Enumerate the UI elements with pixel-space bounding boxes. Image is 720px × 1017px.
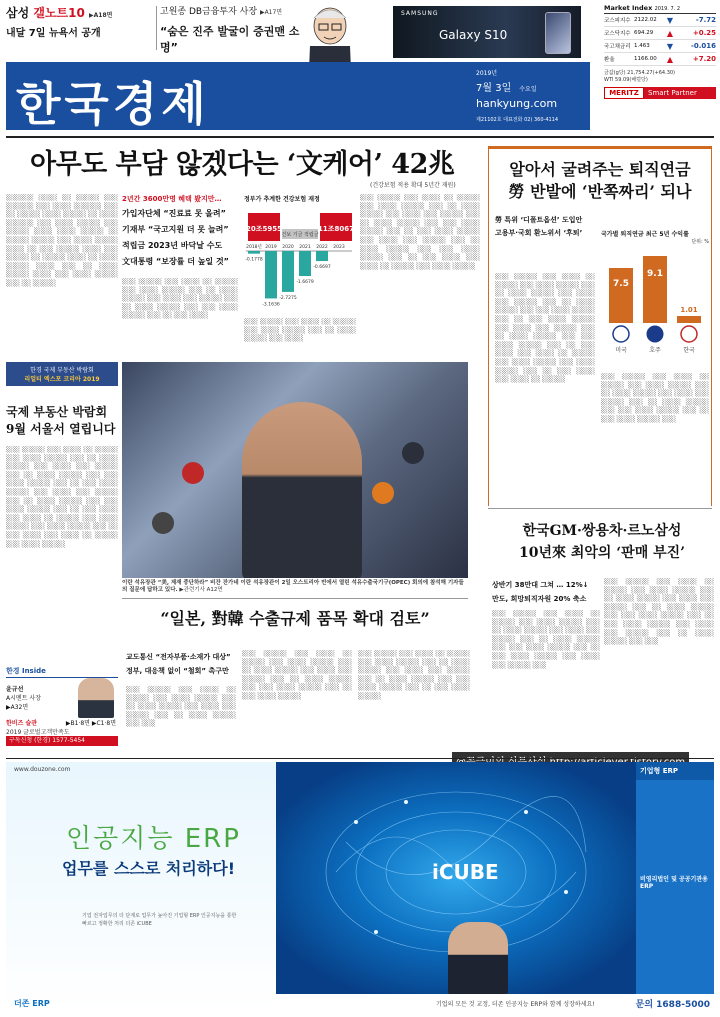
chart-label-end: 11조8067 bbox=[318, 225, 354, 233]
chart-tick-label: 2018년 bbox=[246, 245, 262, 250]
article-body: ░░░ ░░░░░ ░░░ ░░░░ ░░ ░░░░░ ░░░ ░░░░ ░░░░░ ░░░ ░░ ░░░░ ░░░░░ ░░░ ░░░░ ░░░ ░░░░░ ░░░ ░░ ░░░░ ░░░░░ ░░░ ░░░ ░░░░ ░░░░░ ░░░ ░░ ░░░ ░░░░ ░░░░░ ░░░ ░░░░ ░░░ ░░░░░ ░░░ bbox=[492, 610, 600, 669]
pension-country-kr: 한국 bbox=[683, 347, 695, 354]
chart-data-label: -0.1778 bbox=[245, 257, 263, 263]
sub-line: 기재부 “국고지원 더 못 늘려” bbox=[122, 225, 229, 234]
chart-tick-label: 2023 bbox=[333, 245, 345, 250]
chart-title: 정부가 추계한 건강보험 재정 bbox=[244, 196, 320, 203]
article-body: ░░░ ░░░░░ ░░░ ░░░░ ░░ ░░░░░ ░░░ ░░░░ ░░░░░ ░░░ ░░ ░░░░ ░░░░░ ░░░ ░░░░ ░░░ ░░░░░ ░░░ ░░ ░░░░ ░░░░░ ░░░ ░░░ ░░░░ ░░░░░ ░░░ ░░ ░░░ ░░░░ ░░░░░ bbox=[242, 650, 352, 700]
promo-highlight: 갤노트10 bbox=[33, 6, 85, 20]
flag-kr-icon bbox=[681, 326, 697, 342]
pension-bar-us bbox=[609, 268, 633, 323]
chart-data-label: -2.7275 bbox=[279, 295, 297, 301]
article-body: ░░░ ░░░░░ ░░░ ░░░░ ░░ ░░░░░ ░░░ ░░░░ ░░░░░ ░░░ ░░ ░░░░ ░░░░░ ░░░ ░░░░ bbox=[244, 318, 356, 343]
chart-label-start: 20조5955 bbox=[246, 225, 282, 233]
gm-headline[interactable]: 한국GM·쌍용차·르노삼성 10년來 최악의 ‘판매 부진’ bbox=[518, 523, 686, 561]
headline-subtitle: (건강보험 적용 확대 5년간 재원) bbox=[370, 182, 456, 189]
market-index-panel: Market Index 2019. 7. 2 코스피지수 2122.02 ▼ -7.72 코스닥지수 694.29 ▲ +0.25 국고채금리 1.463 ▼ -0.016 환율 1166.00 ▲ +7.20 금값(g당) 21,754.27(+64.30) WTI 59.09(배럴당) MERITZ Smart Partner bbox=[604, 4, 716, 97]
page-ref: ▶A17면 bbox=[259, 9, 283, 16]
pension-val-us: 7.5 bbox=[613, 279, 629, 289]
microphone-icon bbox=[402, 442, 424, 464]
chart-tick-label: 2021 bbox=[299, 245, 311, 250]
issue-info: 제21102호 대표전화 02) 360-4114 bbox=[476, 117, 559, 123]
article-body: ░░░ ░░░░░ ░░░ ░░░░ ░░ ░░░░░ ░░░ ░░░░ ░░░░░ ░░░ ░░ ░░░░ ░░░░░ ░░░ ░░░░ ░░░ ░░░░░ ░░░ ░░ ░░░░ ░░░░░ ░░░ ░░░ ░░░░ ░░░░░ ░░░ ░░ ░░░ ░░░░ ░░░░░ ░░░ ░░░░ ░░░ ░░░░░ ░░░ ░░ ░░░░ ░░░░░ ░░░ ░░░ ░░░░ ░░░░░ ░░░ ░░ ░░░ ░░░░ ░░░ ░░░░ ░░ ░░░░░ ░░░ ░░░░ ░░░░░ ░░░ ░░░░ ░░░░░ ░░░ ░░ ░░░ ░░░░ ░░░ ░░░░ ░░ ░░░░░ bbox=[495, 273, 595, 384]
up-arrow-icon: ▲ bbox=[666, 54, 674, 64]
page-refs: ▶B1·8면 ▶C1·8면 bbox=[65, 720, 116, 727]
up-arrow-icon: ▲ bbox=[666, 28, 674, 38]
pension-bar-kr bbox=[677, 316, 701, 323]
pension-headline: 알아서 굴려주는 퇴직연금 勞 반발에 ‘반쪽짜리’ 되나 bbox=[508, 160, 692, 201]
pension-val-kr: 1.01 bbox=[680, 306, 698, 314]
ad-bottom-bar bbox=[276, 994, 714, 1012]
ad-brain-visual bbox=[276, 762, 636, 994]
promo-text: 고원종 DB금융투자 사장 bbox=[160, 7, 258, 17]
chart-bar bbox=[248, 251, 260, 254]
market-row: 환율 1166.00 ▲ +7.20 bbox=[604, 53, 716, 66]
article-body-lead: ░░░░░░ ░░░░ ░░ ░░░░░ ░░░ ░░░░░░ ░░░ ░░░░ ░░░░░░ ░░░ ░░ ░░░░░ ░░░░ ░░░░░ ░░ ░░░░ ░░░░░░ ░░░ ░░░░ ░░░░░ ░░░ ░░░░░ ░░░░ ░░░░ ░░░░░ ░░ ░░░░░ ░░░░░ ░░░ ░░░░ ░░░░░ ░░░░ ░░ ░░░ ░░░░░ ░░░░ ░░░ ░░░░░ ░░ ░░░░░ ░░░░ ░░ ░░░░ ░░░░░ ░░░░ ░░░ ░░ ░░░░ ░░░░░ ░░░░ ░░░ ░░░░ ░░░░░ ░░░ ░░ ░░░░░ bbox=[6, 194, 118, 287]
chart-data-label: -1.6679 bbox=[296, 280, 314, 286]
chart-svg bbox=[244, 203, 354, 313]
pension-country-au: 호주 bbox=[649, 347, 661, 354]
market-row: 국고채금리 1.463 ▼ -0.016 bbox=[604, 40, 716, 53]
chart-bar bbox=[299, 251, 311, 276]
meritz-logo: MERITZ bbox=[604, 87, 644, 99]
sub-kicker: 2년간 3600만명 혜택 봤지만… bbox=[122, 195, 222, 203]
pension-kicker: 勞 특위 ‘디폴트옵션’ 도입안 고용부·국회 환노위서 ‘후퇴’ bbox=[495, 216, 583, 237]
promo-subline: 내달 7일 뉴욕서 공개 bbox=[6, 28, 101, 39]
phone-illustration bbox=[545, 12, 571, 54]
newspaper-logo[interactable]: 한국경제 bbox=[16, 77, 210, 131]
article-body: ░░░ ░░░░░ ░░░ ░░░░ ░░ ░░░░░ ░░░ ░░░░ ░░░░░ ░░░ ░░ ░░░░ ░░░░░ ░░░ ░░░░ ░░░ ░░░░░ ░░░ ░░ ░░░░ ░░░░░ ░░░ ░░░ ░░░░ ░░░░░ ░░░ ░░ ░░░ ░░░░ bbox=[122, 278, 238, 320]
inside-tag: 한경 Inside bbox=[6, 666, 118, 678]
page-ref: ▶A18면 bbox=[89, 12, 113, 19]
article-body: ░░░ ░░░░░ ░░░ ░░░░ ░░ ░░░░░ ░░░ ░░░░ ░░░░░ ░░░ ░░ ░░░░ ░░░░░ ░░░ ░░░░ ░░░ ░░░░░ ░░░ ░░ ░░░░ ░░░░░ ░░░ ░░░ ░░░░ ░░░░░ ░░░ ░░ ░░░ ░░░░ ░░░░░ bbox=[358, 650, 470, 700]
chart-data-label: -3.1636 bbox=[262, 302, 280, 308]
photo-subject bbox=[242, 402, 362, 578]
ad-fineprint: 기업 전자업무의 더 단계로 업무가 높아진 기업형 ERP 인공지능을 통한 빠르고 정확한 처리 더존 iCUBE bbox=[82, 913, 237, 927]
issue-date: 7월 3일 bbox=[476, 83, 512, 94]
chart-tick-label: 2019 bbox=[265, 245, 277, 250]
sub-line: 文대통령 “보장률 더 높일 것” bbox=[122, 257, 229, 266]
issue-year: 2019년 bbox=[476, 70, 498, 77]
ad-brand: SAMSUNG bbox=[401, 10, 439, 17]
sub-line: 적립금 2023년 바닥날 수도 bbox=[122, 241, 223, 250]
trade-kicker-line: 정부, 대응책 없이 “철회” 촉구만 bbox=[126, 667, 229, 675]
chart-data-label: -0.6697 bbox=[313, 265, 331, 271]
article-body: ░░░ ░░░░░ ░░░ ░░░░ ░░ ░░░░░ ░░░ ░░░░ ░░░░░ ░░░ ░░ ░░░░ ░░░░░ ░░░ ░░░░ ░░░ ░░░░░ ░░░ ░░ ░░░░ ░░░░░ ░░░ ░░░ ░░░░ ░░░░░ ░░░ ░░ ░░░ ░░░░ ░░░░░ ░░░ bbox=[601, 373, 709, 423]
pension-chart-svg bbox=[601, 246, 709, 356]
subheadline-box bbox=[122, 194, 238, 338]
article-body: ░░░ ░░░░░ ░░░ ░░░░ ░░ ░░░░░ ░░░ ░░░░ ░░░░░ ░░░ ░░ ░░░░ ░░░░░ ░░░ ░░░░ ░░░ ░░░░░ ░░░ ░░ ░░░░ ░░░░░ ░░░ ░░░ ░░░░ ░░░░░ ░░░ ░░ ░░░ ░░░░ ░░░░░ ░░░ ░░░░ ░░░ ░░░░░ ░░░ ░░ ░░░░ ░░░░░ ░░░ ░░░ ░░░░ ░░░░░ ░░░ ░░ ░░░ ░░░░ ░░░ ░░░░ ░░ ░░░░░ ░░░ ░░░░ ░░░░░ ░░░ ░░░░ ░░░░░ ░░░ ░░ ░░░ ░░░░ ░░░ ░░░░ ░░ ░░░░░ ░░░ ░░░░ ░░░░░ bbox=[6, 446, 118, 548]
promo-galaxy-note[interactable] bbox=[6, 4, 156, 54]
promo-text: 삼성 bbox=[6, 6, 34, 20]
meritz-slogan: Smart Partner bbox=[644, 87, 716, 99]
hankyung-inside-box: 한경 Inside 윤규선 A시멘트 사장 ▶A32면 한비즈 슬관 2019 글로벌고객만족도 ▶B1·8면 ▶C1·8면 구독신청 (한경) 1577-5454 bbox=[6, 667, 116, 744]
ad-phone[interactable]: 문의 1688-5000 bbox=[635, 1000, 710, 1010]
gm-kicker: 상반기 38만대 그쳐 … 12%↓ 만도, 희망퇴직자원 20% 축소 bbox=[492, 581, 589, 603]
flag-us-icon bbox=[613, 326, 629, 342]
microphone-icon bbox=[182, 462, 204, 484]
ad-bottom-text: 기업의 모든 것 교정, 더존 인공지능 ERP와 함께 성장하세요! bbox=[436, 1001, 595, 1008]
sub-line: 가입자단체 “진료료 못 올려” bbox=[122, 209, 226, 218]
trade-kicker bbox=[126, 650, 231, 678]
masthead bbox=[6, 62, 590, 130]
ad-model: Galaxy S10 bbox=[439, 28, 508, 42]
pension-article-box[interactable] bbox=[488, 146, 712, 506]
trade-headline[interactable]: “일본, 對韓 수출규제 품목 확대 검토” bbox=[160, 609, 430, 628]
article-body: ░░░ ░░░░░ ░░░ ░░░░ ░░ ░░░░░ ░░░ ░░░░ ░░░░░ ░░░ ░░ ░░░░ ░░░░░ ░░░ ░░░░ ░░░ ░░░░░ ░░░ ░░ ░░░░ ░░░░░ ░░░ ░░░ bbox=[126, 686, 236, 728]
ad-url[interactable]: www.douzone.com bbox=[14, 766, 71, 773]
samsung-galaxy-ad[interactable] bbox=[393, 6, 581, 58]
portrait-photo bbox=[78, 678, 114, 718]
pension-chart-title: 국가별 퇴직연금 최근 5년 수익률 bbox=[601, 231, 689, 238]
article-body: ░░░ ░░░░░ ░░░ ░░░░ ░░ ░░░░░ ░░░ ░░░░ ░░░░░ ░░░ ░░ ░░░░ ░░░░░ ░░░ ░░░░ ░░░ ░░░░░ ░░░ ░░ ░░░░ ░░░░░ ░░░ ░░░ ░░░░ ░░░░░ ░░░ ░░ ░░░ ░░░░ ░░░░░ ░░░ ░░░░ ░░░ ░░░░░ ░░░ ░░ ░░░░ ░░░░░ ░░░ ░░░ ░░░░ ░░░░░ ░░░ ░░ ░░░ ░░░░ ░░░ ░░░░ ░░ ░░░░░ ░░░ ░░░░ ░░░░░ bbox=[360, 194, 480, 270]
ad-right-title: 기업형 ERP bbox=[636, 762, 714, 780]
promo-quote: “숨은 진주 발굴이 증권맨 소명” bbox=[160, 25, 300, 54]
promo-db-interview[interactable] bbox=[160, 4, 310, 54]
chart-bar bbox=[282, 251, 294, 292]
ad-left-panel bbox=[6, 762, 276, 1012]
subscribe-bar[interactable]: 구독신청 (한경) 1577-5454 bbox=[6, 736, 118, 746]
photo-caption: 이란 석유장관 “美, 제재 중단하라” 비잔 잔가네 이란 석유장관이 2일 오스트리아 빈에서 열린 석유수출국기구(OPEC) 회의에 참석해 기자들의 질문에 답하고 있다. ▶관련기사 A12면 bbox=[122, 580, 464, 593]
ad-person-photo bbox=[448, 922, 508, 994]
date-block bbox=[476, 68, 558, 123]
ad-slogan: 업무를 스스로 처리하다! bbox=[62, 859, 235, 878]
flag-au-icon bbox=[647, 326, 663, 342]
chart-tick-label: 2020 bbox=[282, 245, 294, 250]
down-arrow-icon: ▼ bbox=[666, 41, 674, 51]
article-body: ░░░ ░░░░░ ░░░ ░░░░ ░░ ░░░░░ ░░░ ░░░░ ░░░░░ ░░░ ░░ ░░░░ ░░░░░ ░░░ ░░░░ ░░░ ░░░░░ ░░░ ░░ ░░░░ ░░░░░ ░░░ ░░░ ░░░░ ░░░░░ ░░░ ░░ ░░░ ░░░░ ░░░░░ ░░░ ░░░░ ░░░ ░░░░░ ░░░ ░░ ░░░░ ░░░░░ ░░░ ░░░ bbox=[604, 578, 714, 646]
expo-banner: 한경 국제 부동산 박람회 리얼티 엑스포 코리아 2019 bbox=[6, 362, 118, 386]
douzone-erp-ad[interactable] bbox=[6, 762, 714, 1012]
ad-ai-title: 인공지능 ERP bbox=[66, 824, 241, 854]
news-photo[interactable] bbox=[122, 362, 468, 578]
chart-label-mid: 건보 기금 적립금 bbox=[281, 232, 319, 238]
pension-val-au: 9.1 bbox=[647, 269, 663, 279]
ad-right-panel bbox=[636, 762, 714, 994]
meritz-ad[interactable] bbox=[604, 87, 716, 99]
trade-kicker-line: 교도통신 “전자부품·소재가 대상” bbox=[126, 653, 231, 661]
market-row: 코스피지수 2122.02 ▼ -7.72 bbox=[604, 14, 716, 27]
microphone-icon bbox=[372, 482, 394, 504]
pension-country-us: 미국 bbox=[615, 347, 627, 354]
market-row: 코스닥지수 694.29 ▲ +0.25 bbox=[604, 27, 716, 40]
ad-product-name: iCUBE bbox=[432, 860, 499, 884]
chart-bar bbox=[265, 251, 277, 298]
microphone-icon bbox=[152, 512, 174, 534]
pension-bar-au bbox=[643, 256, 667, 323]
pension-chart-unit: 단위: % bbox=[691, 239, 709, 245]
chart-tick-label: 2022 bbox=[316, 245, 328, 250]
down-arrow-icon: ▼ bbox=[666, 15, 674, 25]
ad-brand: 더존 ERP bbox=[14, 999, 50, 1008]
issue-weekday: 수요일 bbox=[519, 86, 537, 93]
site-url[interactable]: hankyung.com bbox=[476, 97, 558, 110]
ad-right-sub: 비영리법인 및 공공기관용 ERP bbox=[640, 876, 708, 890]
pension-chart bbox=[601, 229, 709, 369]
health-insurance-chart bbox=[244, 194, 354, 314]
main-headline[interactable]: 아무도 부담 않겠다는 ‘文케어’ 42兆 bbox=[30, 149, 455, 180]
real-estate-expo-box[interactable] bbox=[6, 362, 118, 652]
expo-headline: 국제 부동산 박람회 9월 서울서 열립니다 bbox=[6, 405, 116, 436]
chart-bar bbox=[316, 251, 328, 261]
market-title: Market Index 2019. 7. 2 bbox=[604, 4, 716, 14]
